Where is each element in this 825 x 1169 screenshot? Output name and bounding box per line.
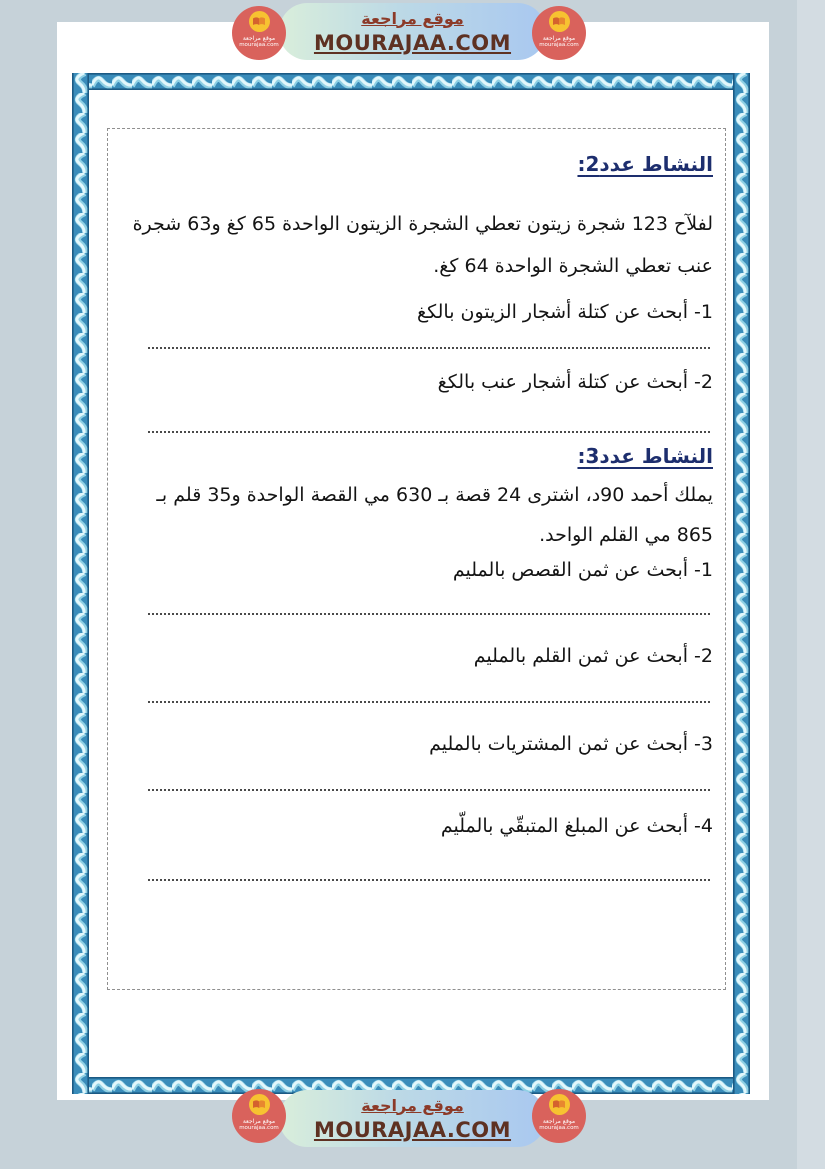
answer-line [148, 789, 710, 791]
answer-line [148, 879, 710, 881]
activity-2-question-1: 1- أبحث عن كتلة أشجار الزيتون بالكغ [417, 301, 713, 323]
logo-text-domain: mourajaa.com [539, 1125, 579, 1131]
logo-text-arabic: موقع مراجعة [242, 35, 276, 42]
open-book-icon [549, 1094, 570, 1115]
site-domain-link[interactable]: MOURAJAA.COM [313, 30, 512, 55]
site-domain-link[interactable]: MOURAJAA.COM [313, 1117, 512, 1142]
site-title-arabic: موقع مراجعة [361, 8, 464, 28]
open-book-icon [549, 11, 570, 32]
logo-text-arabic: موقع مراجعة [542, 1118, 576, 1125]
activity-3-heading: النشاط عدد3: [577, 444, 713, 468]
answer-line [148, 701, 710, 703]
logo-text-arabic: موقع مراجعة [542, 35, 576, 42]
wavy-border-right-icon [733, 73, 750, 1094]
page-margin-strip [797, 0, 825, 1169]
activity-3-question-3: 3- أبحث عن ثمن المشتريات بالمليم [429, 733, 713, 755]
logo-text-domain: mourajaa.com [239, 1125, 279, 1131]
activity-3-question-1: 1- أبحث عن ثمن القصص بالمليم [452, 559, 713, 581]
activity-3-question-2: 2- أبحث عن ثمن القلم بالمليم [473, 645, 713, 667]
answer-line [148, 613, 710, 615]
open-book-icon [249, 1094, 270, 1115]
activity-2-heading: النشاط عدد2: [577, 152, 713, 176]
wavy-border-left-icon [72, 73, 89, 1094]
site-logo [232, 6, 286, 60]
logo-text-arabic: موقع مراجعة [242, 1118, 276, 1125]
exercise-content-box [107, 128, 726, 990]
site-logo [232, 1089, 286, 1143]
activity-2-question-2: 2- أبحث عن كتلة أشجار عنب بالكغ [437, 371, 713, 393]
logo-text-domain: mourajaa.com [239, 42, 279, 48]
activity-3-statement: يملك أحمد 90د، اشترى 24 قصة بـ 630 مي القصة الواحدة و35 قلم بـ 865 مي القلم الواحد. [156, 484, 713, 546]
answer-line [148, 431, 710, 433]
site-logo [532, 1089, 586, 1143]
site-banner-header[interactable] [279, 3, 546, 60]
site-title-arabic: موقع مراجعة [361, 1095, 464, 1115]
open-book-icon [249, 11, 270, 32]
site-banner-footer[interactable] [279, 1090, 546, 1147]
site-logo [532, 6, 586, 60]
wavy-border-top-icon [72, 73, 750, 90]
logo-text-domain: mourajaa.com [539, 42, 579, 48]
activity-2-statement: لفلآح 123 شجرة زيتون تعطي الشجرة الزيتون الواحدة 65 كغ و63 شجرة عنب تعطي الشجرة الواحدة 64 كغ. [132, 213, 713, 277]
activity-3-question-4: 4- أبحث عن المبلغ المتبقّي بالملّيم [440, 815, 713, 837]
answer-line [148, 347, 710, 349]
